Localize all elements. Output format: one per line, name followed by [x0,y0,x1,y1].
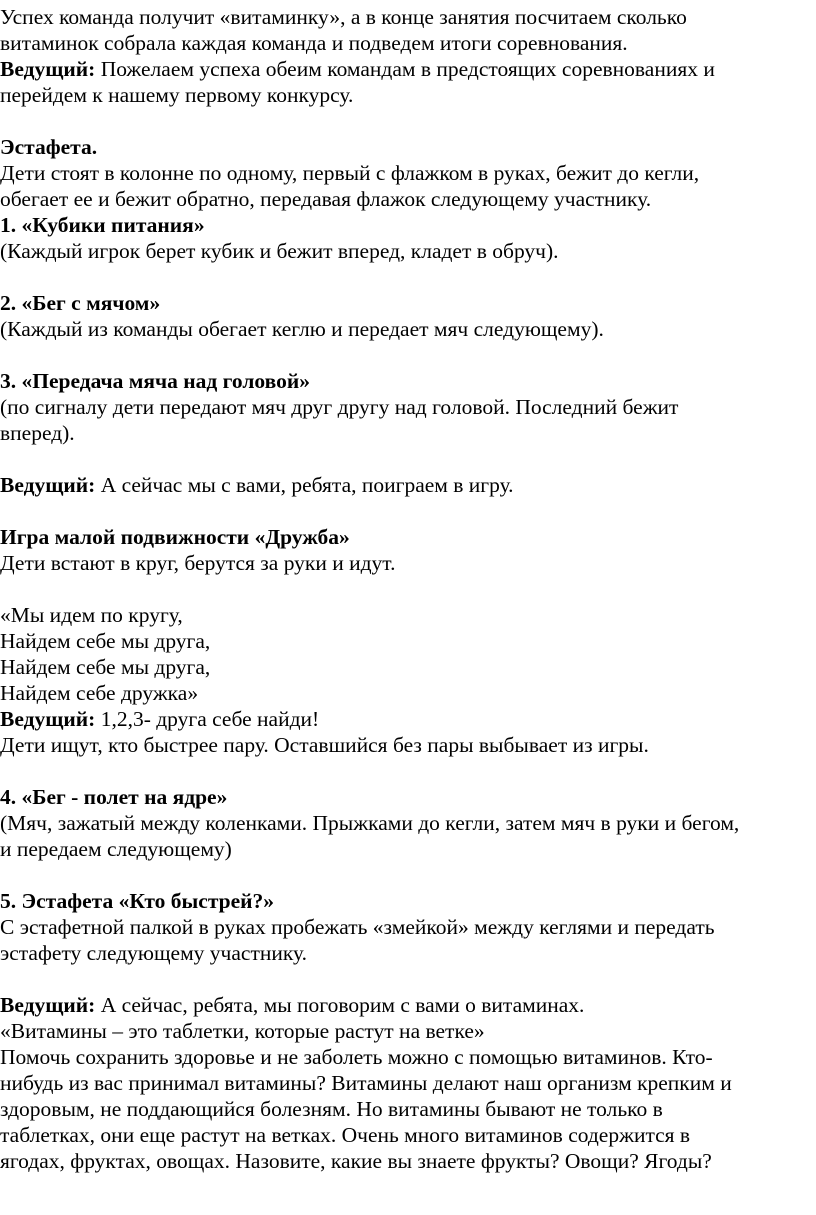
text-line [0,1122,690,1148]
text-run: Дети стоят в колонне по одному, первый с флажком в руках, бежит до кегли, [0,161,700,185]
text-line [0,368,310,394]
text-run: нибудь из вас принимал витамины? Витамины делают наш организм крепким и [0,1071,732,1095]
text-line [0,420,75,446]
text-line [0,1148,712,1174]
bold-text: Ведущий: [0,993,96,1017]
text-run: Помочь сохранить здоровье и не заболеть можно с помощью витаминов. Кто- [0,1045,713,1069]
text-line [0,550,395,576]
text-run: таблетках, они еще растут на ветках. Очень много витаминов содержится в [0,1123,691,1147]
text-line [0,1096,663,1122]
text-line [0,238,559,264]
text-run: А сейчас, ребята, мы поговорим с вами о витаминах. [95,993,585,1017]
text-line [0,30,628,56]
text-line [0,940,307,966]
text-run: Пожелаем успеха обеим командам в предстоящих соревнованиях и [95,57,715,81]
text-run: (по сигналу дети передают мяч друг другу над головой. Последний бежит [0,395,679,419]
text-line [0,628,210,654]
text-line [0,4,687,30]
text-line [0,524,350,550]
text-run: Дети ищут, кто быстрее пару. Оставшийся без пары выбывает из игры. [0,733,649,757]
bold-text: Ведущий: [0,707,96,731]
text-line [0,810,739,836]
text-run: и передаем следующему) [0,837,232,861]
text-run: (Мяч, зажатый между коленками. Прыжками до кегли, затем мяч в руки и бегом, [0,811,740,835]
text-run: (Каждый игрок берет кубик и бежит вперед, кладет в обруч). [0,239,559,263]
text-run: Найдем себе мы друга, [0,655,211,679]
bold-text: 2. «Бег с мячом» [0,291,161,315]
bold-text: 5. Эстафета «Кто быстрей?» [0,889,275,913]
text-line [0,706,319,732]
text-line [0,134,97,160]
text-line [0,1070,732,1096]
text-run: «Витамины – это таблетки, которые растут на ветке» [0,1019,485,1043]
text-run: 1,2,3- друга себе найди! [95,707,320,731]
text-run: Найдем себе дружка» [0,681,199,705]
text-run: Дети встают в круг, берутся за руки и идут. [0,551,396,575]
text-run: здоровым, не поддающийся болезням. Но витамины бывают не только в [0,1097,663,1121]
text-line [0,394,678,420]
text-line [0,602,183,628]
text-line [0,1018,485,1044]
bold-text: 3. «Передача мяча над головой» [0,369,310,393]
text-line [0,732,649,758]
text-line [0,160,699,186]
text-run: «Мы идем по кругу, [0,603,183,627]
text-line [0,316,604,342]
text-run: ягодах, фруктах, овощах. Назовите, какие вы знаете фрукты? Овощи? Ягоды? [0,1149,712,1173]
text-run: А сейчас мы с вами, ребята, поиграем в игру. [95,473,514,497]
text-line [0,212,205,238]
text-line [0,680,198,706]
text-line [0,914,715,940]
text-line [0,992,584,1018]
text-run: вперед). [0,421,75,445]
text-run: перейдем к нашему первому конкурсу. [0,83,354,107]
bold-text: Ведущий: [0,57,96,81]
text-line [0,888,274,914]
text-line [0,836,232,862]
text-line [0,1044,713,1070]
text-line [0,472,514,498]
text-line [0,654,210,680]
bold-text: 1. «Кубики питания» [0,213,205,237]
text-run: витаминок собрала каждая команда и подведем итоги соревнования. [0,31,628,55]
text-run: (Каждый из команды обегает кеглю и передает мяч следующему). [0,317,604,341]
bold-text: 4. «Бег - полет на ядре» [0,785,228,809]
text-run: Успех команда получит «витаминку», а в конце занятия посчитаем сколько [0,5,687,29]
text-line [0,784,227,810]
bold-text: Ведущий: [0,473,96,497]
text-run: обегает ее и бежит обратно, передавая флажок следующему участнику. [0,187,652,211]
text-run: С эстафетной палкой в руках пробежать «змейкой» между кеглями и передать [0,915,715,939]
text-line [0,290,160,316]
text-run: Найдем себе мы друга, [0,629,211,653]
bold-text: Эстафета. [0,135,98,159]
text-line [0,82,353,108]
text-line [0,186,651,212]
text-line [0,56,715,82]
bold-text: Игра малой подвижности «Дружба» [0,525,350,549]
text-run: эстафету следующему участнику. [0,941,307,965]
